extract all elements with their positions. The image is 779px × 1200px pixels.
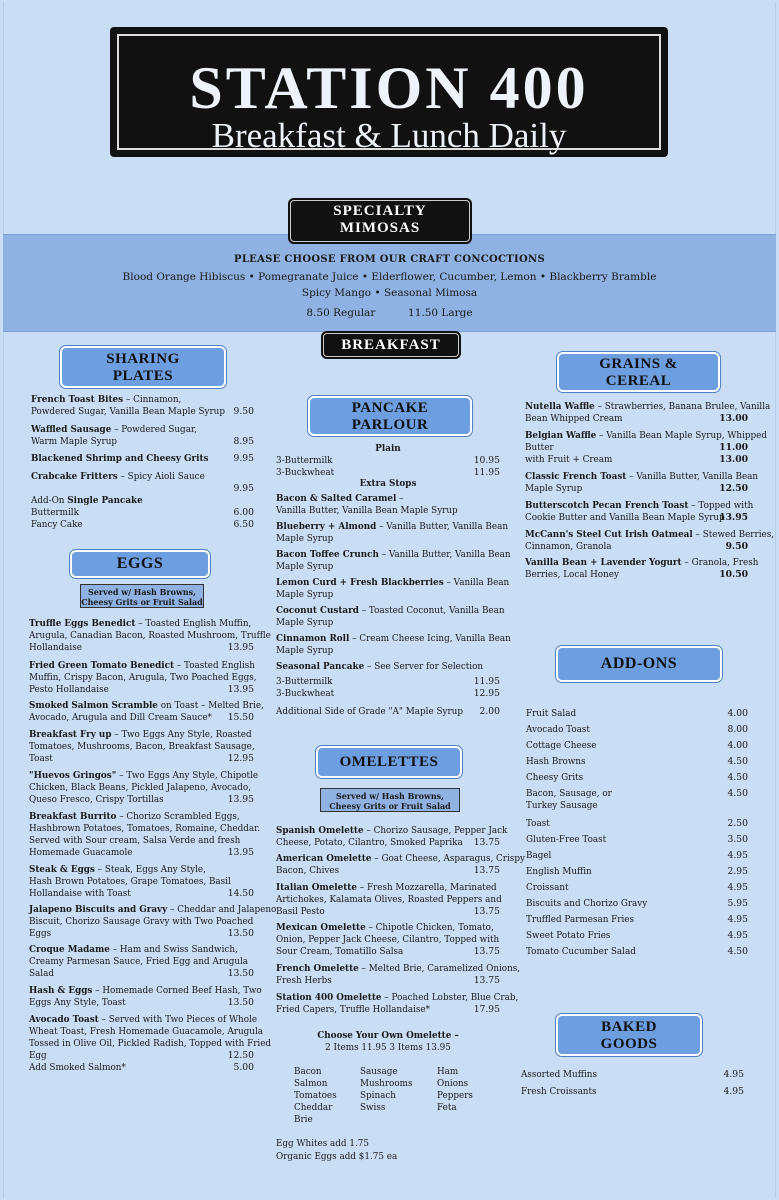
addon-price: 8.00	[727, 724, 748, 735]
omelette-item-desc: Onion, Pepper Jack Cheese, Cilantro, Topped with	[276, 935, 500, 945]
grains-item-price: 9.50	[725, 541, 748, 552]
addon-pancake-item: Buttermilk	[31, 508, 79, 518]
sharing-title1: SHARING	[106, 351, 180, 367]
addon-item: Biscuits and Chorizo Gravy	[526, 899, 648, 909]
omelette-item-desc: Fried Capers, Truffle Hollandaise*	[276, 1005, 430, 1015]
eggs-item: Breakfast Burrito – Chorizo Scrambled Eggs,	[29, 812, 240, 822]
pancake-plain-item: 3-Buckwheat	[276, 468, 335, 478]
grains-item-desc: Bean Whipped Cream	[525, 414, 623, 424]
eggs-item-desc: Eggs Any Style, Toast	[29, 998, 126, 1008]
sharing-plates-badge	[60, 346, 226, 388]
omelette-item-price: 13.75	[473, 837, 500, 848]
egg-whites-note: Egg Whites add 1.75	[276, 1139, 369, 1149]
eggs-item: Croque Madame – Ham and Swiss Sandwich,	[29, 945, 238, 955]
eggs-item-desc: Chicken, Black Beans, Pickled Jalapeno, Avocado,	[29, 783, 252, 793]
pancake-item-desc: Maple Syrup	[276, 562, 334, 572]
eggs-item-desc: Creamy Parmesan Sauce, Fried Egg and Arugula	[29, 957, 249, 967]
sharing-item-desc: Powdered Sugar, Vanilla Bean Maple Syrup	[31, 407, 225, 417]
eggs-item-desc: Tossed in Olive Oil, Pickled Radish, Topped with Fried	[29, 1039, 272, 1049]
pancake-plain-item: 3-Buttermilk	[276, 456, 333, 466]
grains-item-desc: Cookie Butter and Vanilla Bean Maple Syrup	[525, 513, 725, 523]
omelettes-title: OMELETTES	[339, 754, 439, 770]
eggs-item-desc: Hashbrown Potatoes, Tomatoes, Romaine, Cheddar.	[29, 824, 261, 834]
addon-price: 4.00	[727, 708, 748, 719]
grains-item: Belgian Waffle – Vanilla Bean Maple Syrup, Whipped	[525, 431, 767, 441]
grains-item-price: 11.00	[719, 442, 748, 453]
grains-item-price: 10.50	[719, 569, 748, 580]
addon-price: 4.95	[727, 914, 748, 925]
addon-pancake-price: 6.50	[233, 519, 254, 530]
eggs-item-desc: Hollandaise with Toast	[29, 889, 131, 899]
grains-item: McCann's Steel Cut Irish Oatmeal – Stewed Berries,	[525, 530, 775, 540]
pancake-item: Cinnamon Roll – Cream Cheese Icing, Vanilla Bean	[276, 634, 511, 644]
eggs-item: "Huevos Gringos" – Two Eggs Any Style, Chipotle	[29, 771, 259, 781]
omelette-item: Station 400 Omelette – Poached Lobster, Blue Crab,	[276, 993, 519, 1003]
eggs-item-price: 13.95	[227, 684, 254, 695]
pancake-plain-price: 11.95	[473, 467, 500, 478]
eggs-item: Truffle Eggs Benedict – Toasted English Muffin,	[29, 619, 252, 629]
sharing-item	[31, 453, 209, 465]
addon-price: 4.50	[727, 788, 748, 799]
eggs-item-price: 15.50	[227, 712, 254, 723]
addons-badge	[556, 646, 722, 682]
item-desc: – Spicy Aioli Sauce	[117, 472, 205, 482]
baked-item: Fresh Croissants	[521, 1087, 597, 1097]
addon-pancake-item: Fancy Cake	[31, 520, 83, 530]
eggs-item-price: 13.50	[227, 997, 254, 1008]
specialty-mimosas-badge	[288, 198, 472, 244]
item-name: Waffled Sausage	[31, 425, 112, 435]
pancake-stop-price: 12.95	[473, 688, 500, 699]
omelette-item: Mexican Omelette – Chipotle Chicken, Tomato,	[276, 923, 494, 933]
pancake-item-desc: Vanilla Butter, Vanilla Bean Maple Syrup	[276, 506, 458, 516]
specialty-mimosas-title2: MIMOSAS	[339, 220, 421, 236]
sharing-item	[31, 424, 197, 436]
eggs-item: Avocado Toast – Served with Two Pieces of Whole	[29, 1015, 258, 1025]
eggs-item-desc: Homemade Guacamole	[29, 848, 133, 858]
addon-item: Croissant	[526, 883, 569, 893]
addon-item: Toast	[526, 819, 550, 829]
grains-title1: GRAINS &	[599, 356, 678, 372]
omelette-item: French Omelette – Melted Brie, Caramelized Onions,	[276, 964, 521, 974]
baked-title1: BAKED	[601, 1019, 657, 1035]
grains-item: Nutella Waffle – Strawberries, Banana Brulee, Vanilla	[525, 402, 771, 412]
eggs-item-desc: Served with Sour cream, Salsa Verde and fresh	[29, 836, 241, 846]
mimosa-price-regular: 8.50 Regular	[306, 307, 376, 319]
addon-item: Truffled Parmesan Fries	[526, 915, 635, 925]
item-name: Blackened Shrimp and Cheesy Grits	[31, 454, 209, 464]
sharing-item	[31, 394, 181, 406]
pancake-stop-item: 3-Buttermilk	[276, 677, 333, 687]
grains-item: Classic French Toast – Vanilla Butter, Vanilla Bean	[525, 472, 759, 482]
grains-item-desc: Butter	[525, 443, 554, 453]
pancake-plain-heading: Plain	[375, 444, 401, 454]
omelette-choose-prices: 2 Items 11.95 3 Items 13.95	[325, 1043, 451, 1053]
breakfast-title: BREAKFAST	[341, 337, 441, 353]
addon-item: Fruit Salad	[526, 709, 577, 719]
pancake-parlour-badge	[308, 396, 472, 436]
pancake-side-price: 2.00	[479, 706, 500, 717]
baked-title2: GOODS	[600, 1036, 658, 1052]
addon-price: 2.50	[727, 818, 748, 829]
eggs-item-desc: Pesto Hollandaise	[29, 685, 109, 695]
addon-price: 4.95	[727, 850, 748, 861]
grains-item-price: 13.00	[719, 413, 748, 424]
addon-item: Gluten-Free Toast	[526, 835, 607, 845]
omelette-item-desc: Cheese, Potato, Cilantro, Smoked Paprika	[276, 838, 463, 848]
addon-item: Bagel	[526, 851, 552, 861]
pancake-item: Blueberry + Almond – Vanilla Butter, Vanilla Bean	[276, 522, 508, 532]
eggs-item-desc: Eggs	[29, 929, 52, 939]
pancake-stop-item: 3-Buckwheat	[276, 689, 335, 699]
eggs-item-desc: Muffin, Crispy Bacon, Arugula, Two Poached Eggs,	[29, 673, 257, 683]
pancake-item: Bacon Toffee Crunch – Vanilla Butter, Vanilla Bean	[276, 550, 511, 560]
baked-price: 4.95	[723, 1086, 744, 1097]
item-name: Crabcake Fritters	[31, 472, 118, 482]
grains-item-desc: Maple Syrup	[525, 484, 583, 494]
pancake-extra-heading: Extra Stops	[359, 479, 417, 489]
addon-price: 4.50	[727, 756, 748, 767]
eggs-item-desc: Hollandaise	[29, 643, 82, 653]
eggs-item-desc: Egg	[29, 1051, 47, 1061]
grains-item: Vanilla Bean + Lavender Yogurt – Granola, Fresh	[525, 558, 759, 568]
grains-item-desc: Berries, Local Honey	[525, 570, 619, 580]
pancake-plain-price: 10.95	[473, 455, 500, 466]
grains-item-price: 12.50	[719, 483, 748, 494]
sharing-item-price: 9.50	[233, 406, 254, 417]
eggs-title: EGGS	[116, 555, 164, 572]
addon-item: Sweet Potato Fries	[526, 931, 611, 941]
eggs-item-desc: Avocado, Arugula and Dill Cream Sauce*	[29, 713, 212, 723]
addon-price: 4.50	[727, 772, 748, 783]
grains-item-price: 13.00	[719, 454, 748, 465]
addon-item: Cottage Cheese	[526, 741, 597, 751]
grains-cereal-badge	[557, 352, 720, 392]
addon-item: Hash Browns	[526, 757, 586, 767]
omelette-item-price: 13.75	[473, 906, 500, 917]
eggs-item-price: 12.50	[227, 1050, 254, 1061]
item-name: French Toast Bites	[31, 395, 124, 405]
baked-goods-badge	[556, 1014, 702, 1056]
omelette-ingredients-col2: Sausage Mushrooms Spinach Swiss	[360, 1067, 413, 1113]
eggs-item: Fried Green Tomato Benedict – Toasted English	[29, 661, 255, 671]
sharing-item-desc: Warm Maple Syrup	[31, 437, 118, 447]
addon-pancake-heading: Add-On Single Pancake	[31, 496, 143, 506]
omelette-item: Spanish Omelette – Chorizo Sausage, Pepper Jack	[276, 826, 508, 836]
eggs-item-desc: Queso Fresco, Crispy Tortillas	[29, 795, 164, 805]
addon-item: Tomato Cucumber Salad	[526, 947, 636, 957]
eggs-extra: Add Smoked Salmon*	[29, 1063, 126, 1073]
pancake-title1: PANCAKE	[351, 400, 429, 416]
omelette-item-price: 13.75	[473, 975, 500, 986]
pancake-item-desc: Maple Syrup	[276, 534, 334, 544]
omelette-item-desc: Artichokes, Kalamata Olives, Roasted Peppers and	[276, 895, 502, 905]
sharing-item	[31, 471, 205, 483]
baked-item: Assorted Muffins	[521, 1070, 597, 1080]
addon-item: English Muffin	[526, 867, 592, 877]
addon-item: Bacon, Sausage, or	[526, 789, 612, 799]
addons-title: ADD-ONS	[600, 655, 678, 672]
mimosa-heading: PLEASE CHOOSE FROM OUR CRAFT CONCOCTIONS	[234, 254, 545, 265]
pancake-title2: PARLOUR	[351, 417, 429, 433]
eggs-item-desc: Salad	[29, 969, 54, 979]
grains-item-desc: Cinnamon, Granola	[525, 542, 612, 552]
addon-price: 4.95	[727, 882, 748, 893]
pancake-item: Lemon Curd + Fresh Blackberries – Vanilla Bean	[276, 578, 510, 588]
omelette-item-desc: Bacon, Chives	[276, 866, 340, 876]
addon-item: Avocado Toast	[526, 725, 590, 735]
addon-item: Cheesy Grits	[526, 773, 584, 783]
eggs-item-price: 13.50	[227, 968, 254, 979]
addon-price: 4.50	[727, 946, 748, 957]
sharing-item-price: 9.95	[233, 453, 254, 464]
breakfast-badge	[321, 331, 461, 359]
eggs-item-desc: Hash Brown Potatoes, Grape Tomatoes, Basil	[29, 877, 231, 887]
omelette-item-desc: Fresh Herbs	[276, 976, 332, 986]
pancake-item: Coconut Custard – Toasted Coconut, Vanilla Bean	[276, 606, 505, 616]
eggs-extra-price: 5.00	[233, 1062, 254, 1073]
omelette-item: Italian Omelette – Fresh Mozzarella, Marinated	[276, 883, 497, 893]
mimosa-flavors-line1: Blood Orange Hibiscus • Pomegranate Juice • Elderflower, Cucumber, Lemon • Blackberry Bramble	[122, 271, 657, 283]
restaurant-title: STATION 400	[189, 55, 589, 121]
omelettes-note: Served w/ Hash Browns, Cheesy Grits or Fruit Salad	[320, 788, 460, 812]
pancake-item-desc: Maple Syrup	[276, 646, 334, 656]
mimosa-prices	[3, 307, 776, 319]
sharing-item-price: 9.95	[233, 483, 254, 494]
eggs-item: Hash & Eggs – Homemade Corned Beef Hash, Two	[29, 986, 262, 996]
eggs-item-price: 13.95	[227, 847, 254, 858]
grains-item-price: 13.95	[719, 512, 748, 523]
organic-eggs-note: Organic Eggs add $1.75 ea	[276, 1152, 398, 1162]
addon-price: 4.00	[727, 740, 748, 751]
sharing-title2: PLATES	[112, 368, 174, 384]
eggs-item-price: 14.50	[227, 888, 254, 899]
eggs-item: Steak & Eggs – Steak, Eggs Any Style,	[29, 865, 206, 875]
omelette-item-desc: Sour Cream, Tomatillo Salsa	[276, 947, 404, 957]
eggs-item-price: 13.95	[227, 794, 254, 805]
specialty-mimosas-title1: SPECIALTY	[333, 203, 427, 219]
pancake-side-item: Additional Side of Grade "A" Maple Syrup	[276, 707, 463, 717]
addon-price: 2.95	[727, 866, 748, 877]
grains-item: Butterscotch Pecan French Toast – Topped with	[525, 501, 754, 511]
eggs-item-desc: Tomatoes, Mushrooms, Bacon, Breakfast Sausage,	[29, 742, 255, 752]
eggs-item: Smoked Salmon Scramble on Toast – Melted Brie,	[29, 701, 264, 711]
item-desc: – Powdered Sugar,	[111, 425, 197, 435]
pancake-item-desc: Maple Syrup	[276, 590, 334, 600]
sharing-item-price: 8.95	[233, 436, 254, 447]
eggs-item-price: 12.95	[227, 753, 254, 764]
omelettes-badge	[316, 746, 462, 778]
eggs-item: Breakfast Fry up – Two Eggs Any Style, Roasted	[29, 730, 252, 740]
eggs-item-price: 13.95	[227, 642, 254, 653]
eggs-item-price: 13.50	[227, 928, 254, 939]
pancake-stop-price: 11.95	[473, 676, 500, 687]
addon-price: 5.95	[727, 898, 748, 909]
omelette-item-price: 13.75	[473, 946, 500, 957]
addon-price: 3.50	[727, 834, 748, 845]
header-banner	[110, 27, 668, 157]
pancake-item-desc: Maple Syrup	[276, 618, 334, 628]
addon-pancake-price: 6.00	[233, 507, 254, 518]
mimosa-flavors-line2: Spicy Mango • Seasonal Mimosa	[301, 287, 478, 299]
eggs-badge	[70, 550, 210, 578]
grains-item-desc: with Fruit + Cream	[525, 455, 613, 465]
pancake-item: Bacon & Salted Caramel –	[276, 494, 404, 504]
addon-price: 4.95	[727, 930, 748, 941]
pancake-item: Seasonal Pancake – See Server for Selection	[276, 662, 484, 672]
restaurant-subtitle: Breakfast & Lunch Daily	[211, 116, 567, 155]
omelette-item-price: 13.75	[473, 865, 500, 876]
eggs-item-desc: Arugula, Canadian Bacon, Roasted Mushroom, Truffle	[29, 631, 271, 641]
eggs-item-desc: Wheat Toast, Fresh Homemade Guacamole, Arugula	[29, 1027, 264, 1037]
baked-price: 4.95	[723, 1069, 744, 1080]
grains-title2: CEREAL	[605, 373, 672, 389]
eggs-item-desc: Toast	[29, 754, 53, 764]
mimosa-price-large: 11.50 Large	[408, 307, 473, 319]
omelette-item: American Omelette – Goat Cheese, Asparagus, Crispy	[276, 854, 525, 864]
omelette-item-price: 17.95	[473, 1004, 500, 1015]
eggs-item: Jalapeno Biscuits and Gravy – Cheddar and Jalapeno	[29, 905, 277, 915]
item-desc: – Cinnamon,	[123, 395, 182, 405]
omelette-item-desc: Basil Pesto	[276, 907, 325, 917]
omelette-choose-heading: Choose Your Own Omelette –	[317, 1031, 459, 1041]
omelette-ingredients-col1: Bacon Salmon Tomatoes Cheddar Brie	[294, 1067, 337, 1125]
addon-item: Turkey Sausage	[526, 801, 598, 811]
eggs-note: Served w/ Hash Browns, Cheesy Grits or Fruit Salad	[80, 584, 204, 608]
omelette-ingredients-col3: Ham Onions Peppers Feta	[437, 1067, 473, 1113]
mimosa-band	[3, 234, 776, 332]
eggs-item-desc: Biscuit, Chorizo Sausage Gravy with Two Poached	[29, 917, 254, 927]
